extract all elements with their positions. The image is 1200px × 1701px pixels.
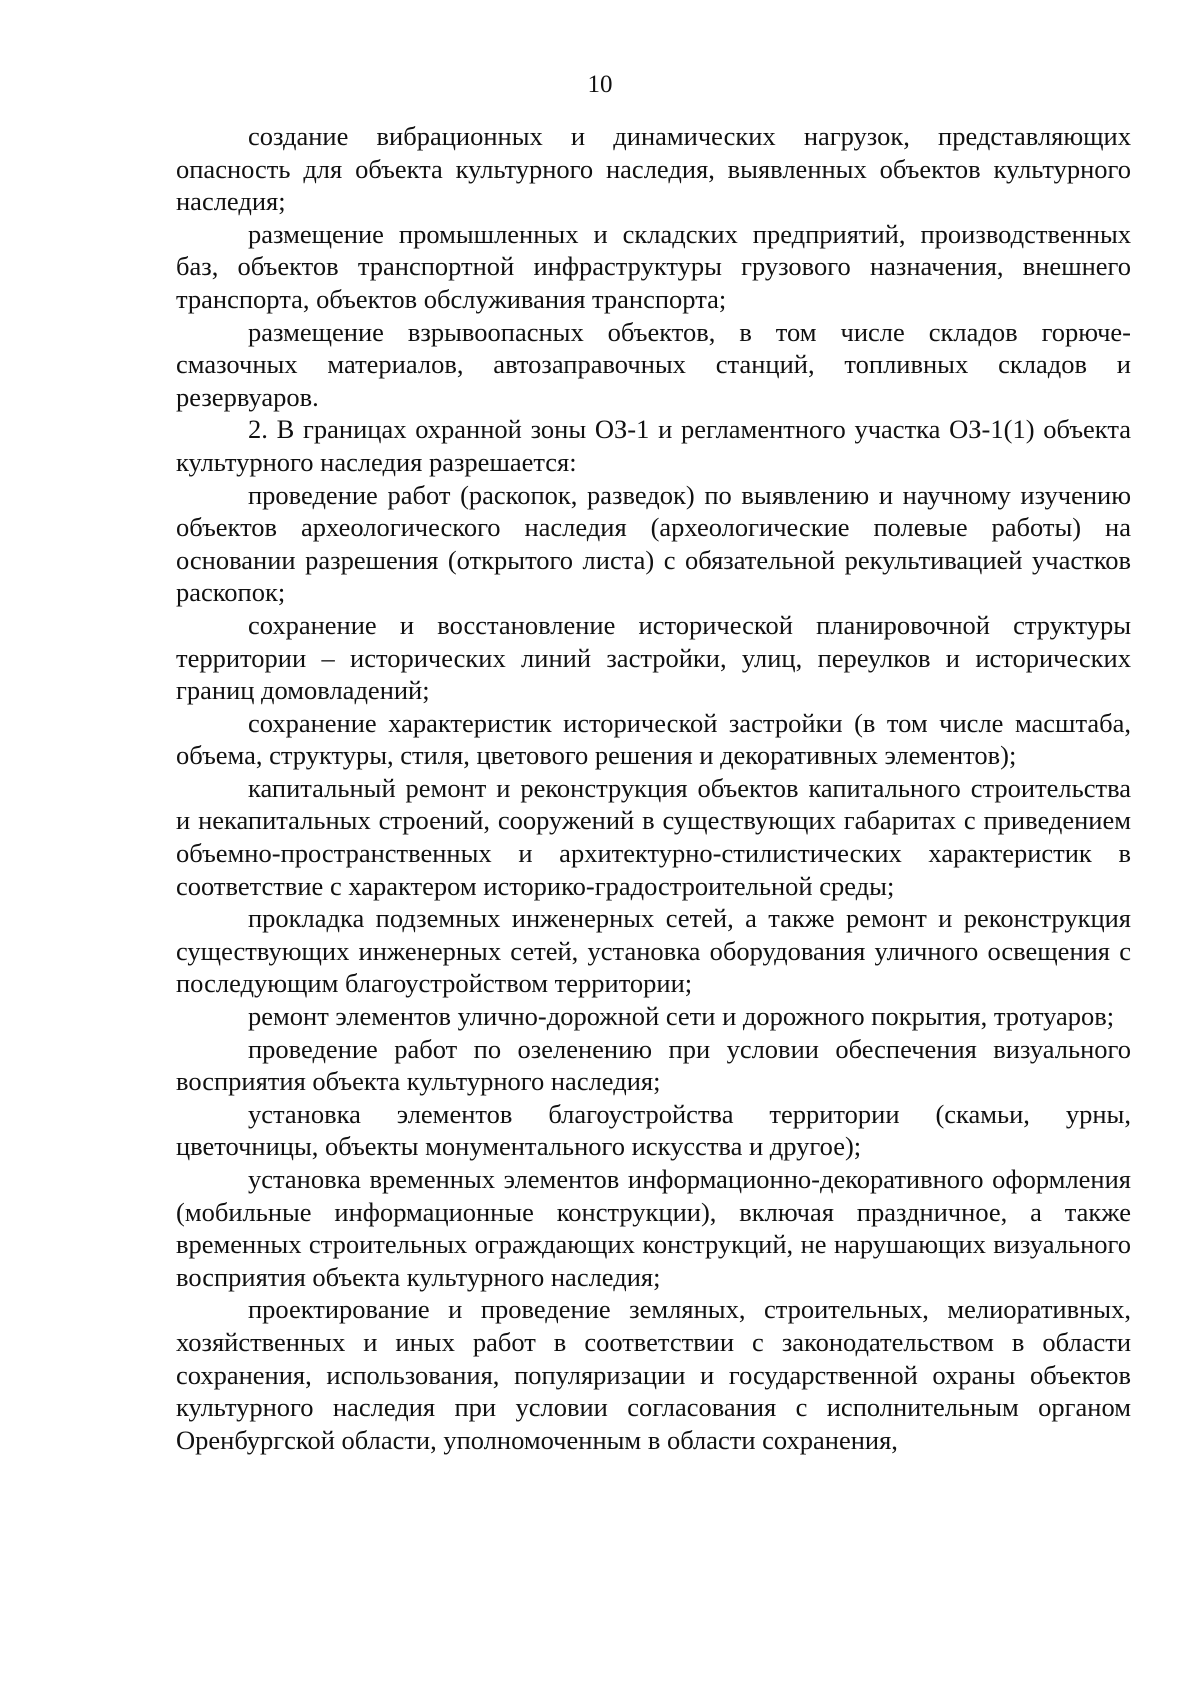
paragraph-temporary-elements: установка временных элементов информационно-декоративного оформления (мобильные информационные конструкции), включая праздничное, а также временных строительных ограждающих конструкций, не нарушающих визуального восприятия объекта культурного наследия;: [176, 1164, 1131, 1292]
paragraph-road-repair: ремонт элементов улично-дорожной сети и дорожного покрытия, тротуаров;: [248, 1001, 1115, 1032]
paragraph-archaeological-works: проведение работ (раскопок, разведок) по выявлению и научному изучению объектов археологического наследия (археологические полевые работы) на основании разрешения (открытого листа) с обязательной рекультивацией участков раскопок;: [176, 479, 1131, 608]
section-heading-permitted: 2. В границах охранной зоны ОЗ-1 и регламентного участка ОЗ-1(1) объекта культурного наследия разрешается:: [176, 414, 1131, 477]
paragraph-planning-structure: сохранение и восстановление исторической планировочной структуры территории – исторических линий застройки, улиц, переулков и исторических границ домовладений;: [176, 609, 1131, 706]
paragraph-capital-repair: капитальный ремонт и реконструкция объектов капитального строительства и некапитальных строений, сооружений в существующих габаритах с приведением объемно-пространственных и архитектурно-стилистических характеристик в соответствие с характером историко-градостроительной среды;: [176, 772, 1131, 901]
paragraph-design-works: проектирование и проведение земляных, строительных, мелиоративных, хозяйственных и иных работ в соответствии с законодательством в области сохранения, использования, популяризации и государственной охраны объектов культурного наследия при условии согласования с исполнительным органом Оренбургской области, уполномоченным в области сохранения,: [176, 1294, 1131, 1455]
paragraph-landscaping: проведение работ по озеленению при условии обеспечения визуального восприятия объекта культурного наследия;: [176, 1033, 1131, 1097]
paragraph-building-characteristics: сохранение характеристик исторической застройки (в том числе масштаба, объема, структуры, стиля, цветового решения и декоративных элементов);: [176, 707, 1131, 771]
paragraph-vibration-loads: создание вибрационных и динамических нагрузок, представляющих опасность для объекта культурного наследия, выявленных объектов культурного наследия;: [176, 121, 1131, 217]
paragraph-industrial-placement: размещение промышленных и складских предприятий, производственных баз, объектов транспортной инфраструктуры грузового назначения, внешнего транспорта, объектов обслуживания транспорта;: [176, 218, 1131, 314]
document-body: [176, 120, 1131, 1456]
paragraph-improvement-elements: установка элементов благоустройства территории (скамьи, урны, цветочницы, объекты монументального искусства и другое);: [176, 1098, 1131, 1162]
paragraph-engineering-networks: прокладка подземных инженерных сетей, а также ремонт и реконструкция существующих инженерных сетей, установка оборудования уличного освещения с последующим благоустройством территории;: [176, 903, 1131, 999]
page-number: 10: [587, 71, 613, 98]
paragraph-explosive-objects: размещение взрывоопасных объектов, в том числе складов горюче-смазочных материалов, автозаправочных станций, топливных складов и резервуаров.: [176, 316, 1131, 412]
